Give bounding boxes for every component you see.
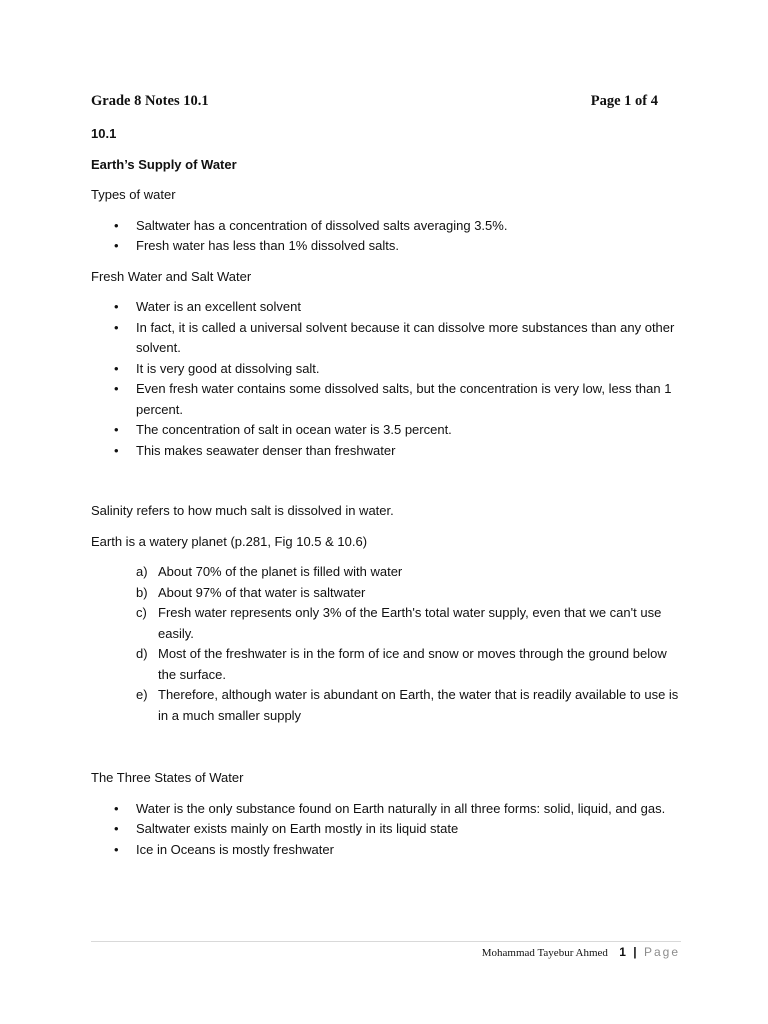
list-text: About 97% of that water is saltwater bbox=[158, 584, 366, 600]
footer-author: Mohammad Tayebur Ahmed bbox=[481, 947, 608, 959]
list-item: • It is very good at dissolving salt. bbox=[91, 359, 681, 380]
list-item: • This makes seawater denser than freshwater bbox=[91, 441, 681, 462]
list-item: • Saltwater has a concentration of dissolved salts averaging 3.5%. bbox=[91, 216, 681, 237]
list-item: • Fresh water has less than 1% dissolved salts. bbox=[91, 236, 681, 257]
list-item: • Water is the only substance found on Earth naturally in all three forms: solid, liquid, and gas. bbox=[91, 799, 681, 820]
footer-separator: | bbox=[633, 945, 637, 959]
list-item: • The concentration of salt in ocean water is 3.5 percent. bbox=[91, 420, 681, 441]
salinity-text: Salinity refers to how much salt is dissolved in water. bbox=[91, 503, 394, 518]
list-item bbox=[91, 644, 681, 685]
list-text: Most of the freshwater is in the form of ice and snow or moves through the ground below the surface. bbox=[158, 646, 667, 682]
list-item: • Saltwater exists mainly on Earth mostly in its liquid state bbox=[91, 819, 681, 840]
section-number: 10.1 bbox=[91, 126, 117, 141]
list-item bbox=[91, 603, 681, 644]
list-text: About 70% of the planet is filled with water bbox=[158, 564, 403, 579]
list-item bbox=[91, 685, 681, 726]
states-list bbox=[91, 799, 681, 861]
fresh-salt-list bbox=[91, 297, 681, 461]
footer-page-label: Page bbox=[643, 945, 680, 959]
header-page-count: Page 1 of 4 bbox=[590, 93, 658, 109]
states-heading: The Three States of Water bbox=[91, 770, 244, 785]
header-title: Grade 8 Notes 10.1 bbox=[91, 93, 209, 109]
list-item bbox=[91, 583, 681, 604]
page-header bbox=[91, 93, 658, 113]
section-title: Earth’s Supply of Water bbox=[91, 156, 237, 172]
list-marker: d) bbox=[136, 646, 148, 661]
list-marker: a) bbox=[136, 564, 148, 579]
footer-divider bbox=[91, 941, 681, 942]
spacer bbox=[91, 736, 681, 768]
fresh-salt-heading: Fresh Water and Salt Water bbox=[91, 268, 252, 284]
list-item: • In fact, it is called a universal solvent because it can dissolve more substances than any other solvent. bbox=[91, 318, 681, 359]
list-text: Therefore, although water is abundant on Earth, the water that is readily available to use is in a much smaller supply bbox=[158, 687, 679, 723]
list-text: Fresh water represents only 3% of the Earth's total water supply, even that we can't use easily. bbox=[158, 605, 662, 641]
types-list bbox=[91, 216, 681, 257]
list-item: • Ice in Oceans is mostly freshwater bbox=[91, 840, 681, 861]
types-heading: Types of water bbox=[91, 187, 176, 202]
list-marker: c) bbox=[136, 605, 147, 620]
page-footer bbox=[482, 944, 680, 962]
list-item: • Even fresh water contains some dissolved salts, but the concentration is very low, less than 1 percent. bbox=[91, 379, 681, 420]
list-marker: b) bbox=[136, 584, 148, 600]
list-marker: e) bbox=[136, 687, 148, 702]
document-body bbox=[91, 124, 681, 870]
list-item: • Water is an excellent solvent bbox=[91, 297, 681, 318]
list-item bbox=[91, 562, 681, 583]
watery-heading: Earth is a watery planet (p.281, Fig 10.5 & 10.6) bbox=[91, 533, 368, 549]
watery-list bbox=[91, 562, 681, 726]
footer-page-number: 1 bbox=[619, 945, 626, 959]
spacer bbox=[91, 471, 681, 501]
